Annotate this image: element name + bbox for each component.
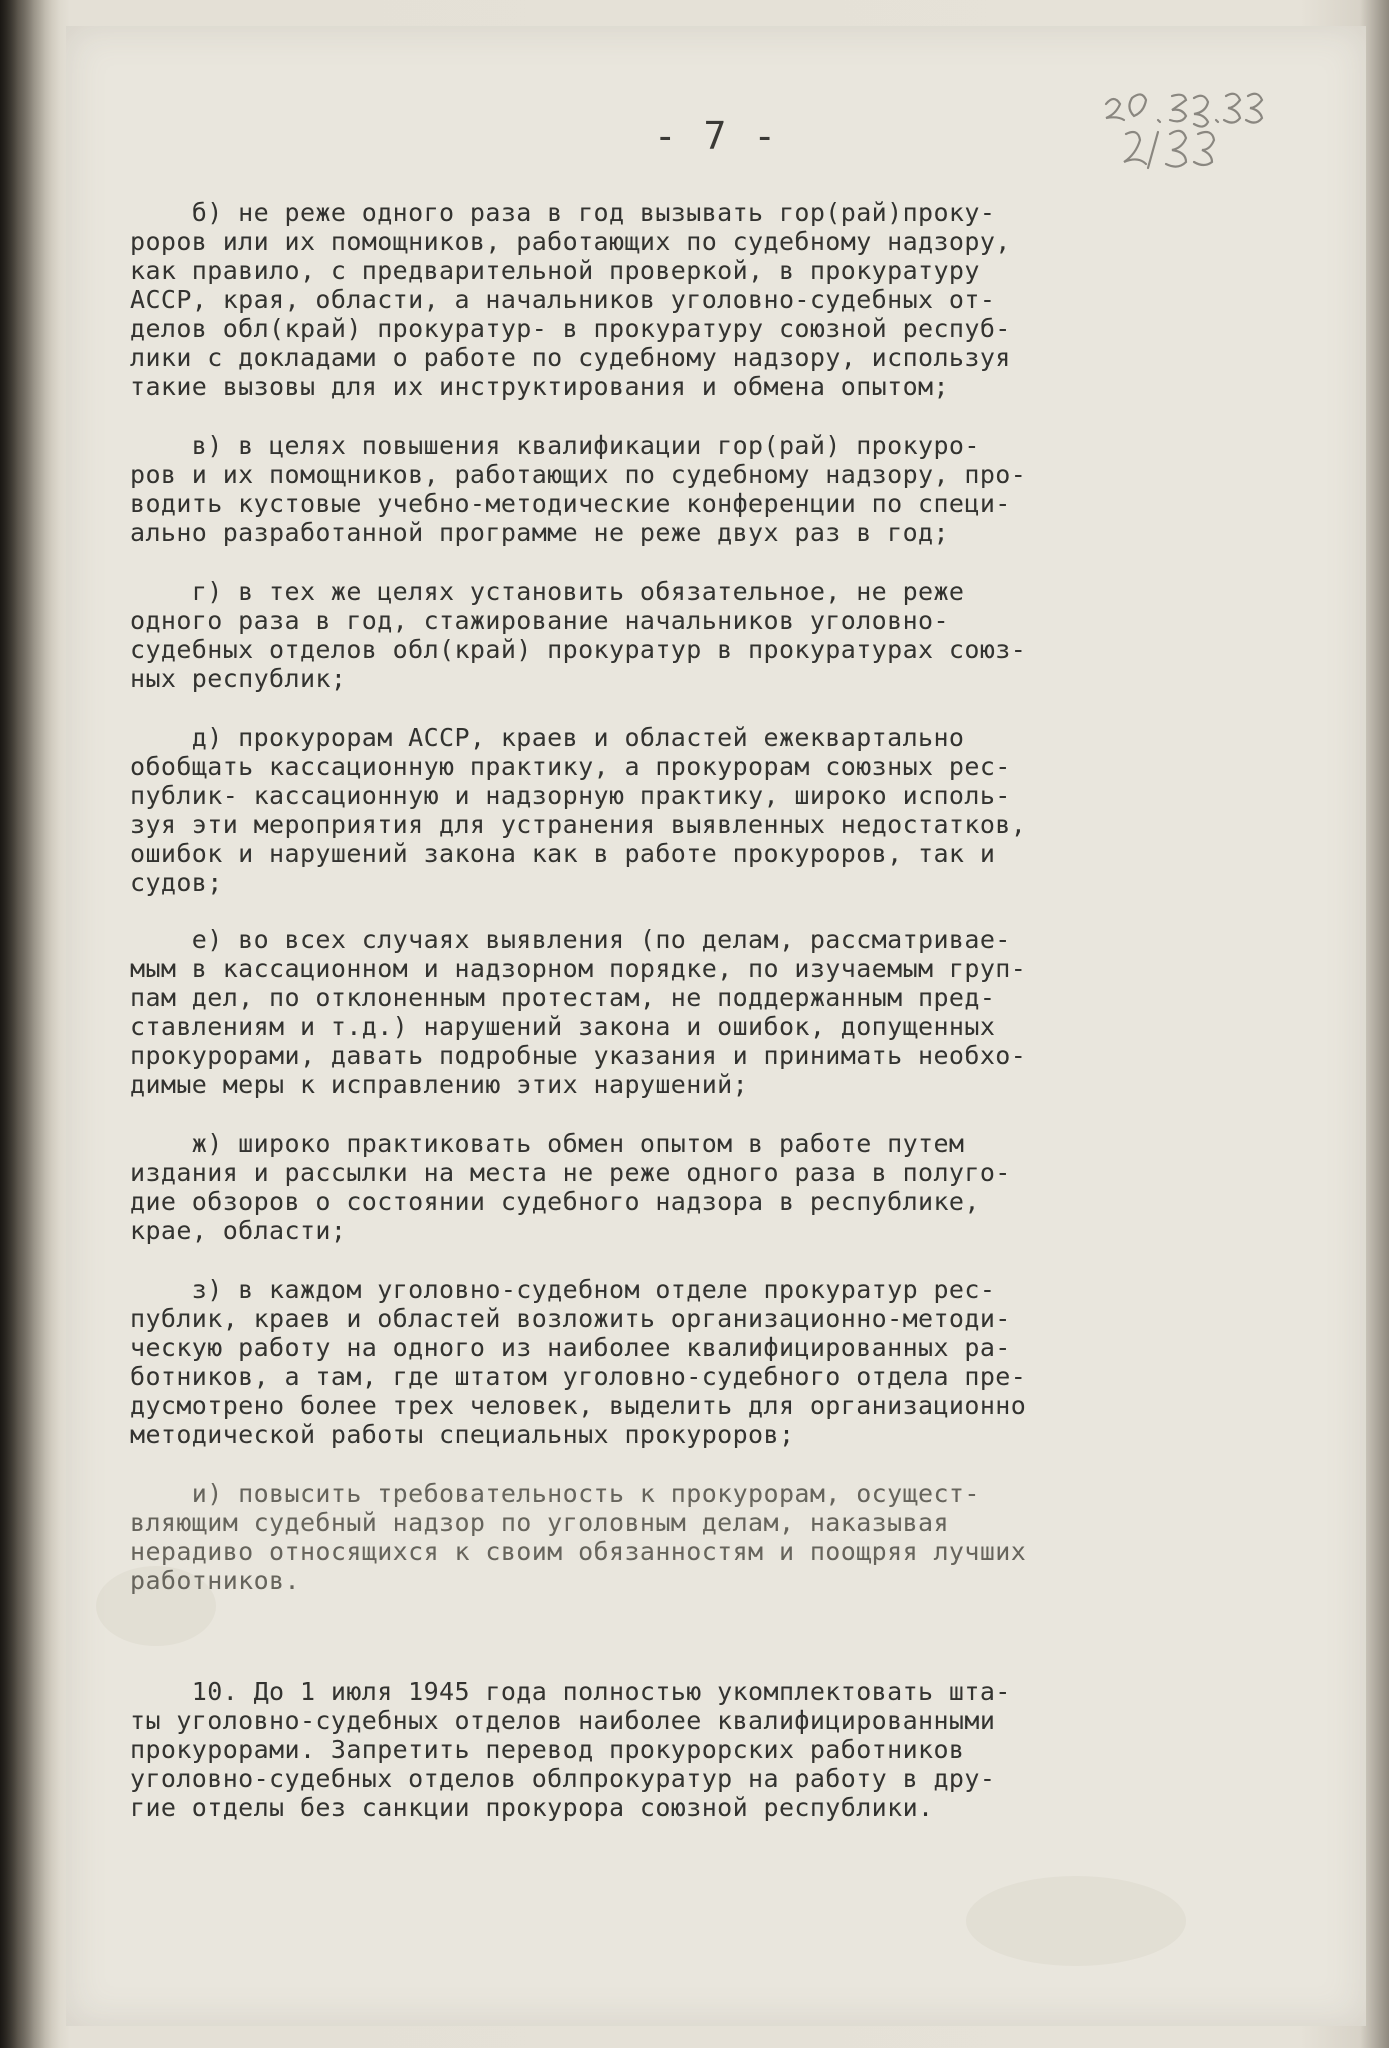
text-line: работников.	[130, 1566, 300, 1595]
text-line: роров или их помощников, работающих по судебному надзору,	[130, 227, 1011, 256]
text-line: публик- кассационную и надзорную практику, широко исполь-	[130, 781, 1011, 810]
text-line: мым в кассационном и надзорном порядке, по изучаемым груп-	[130, 954, 1027, 983]
text-line: как правило, с предварительной проверкой, в прокуратуру	[130, 256, 980, 285]
text-line: ставлениям и т.д.) нарушений закона и ошибок, допущенных	[130, 1012, 996, 1041]
paragraph-gap	[130, 897, 1260, 925]
text-line: ческую работу на одного из наиболее квалифицированных ра-	[130, 1333, 1011, 1362]
text-line: одного раза в год, стажирование начальников уголовно-	[130, 606, 949, 635]
paper-stain	[966, 1876, 1186, 1966]
text-line: е) во всех случаях выявления (по делам, рассматривае-	[130, 925, 1011, 954]
text-line: лики с докладами о работе по судебному надзору, используя	[130, 343, 1011, 372]
page-number: - 7 -	[653, 114, 779, 158]
text-line: прокурорами. Запретить перевод прокурорских работников	[130, 1735, 965, 1764]
paragraph-gap	[130, 1595, 1260, 1677]
text-line: водить кустовые учебно-методические конференции по специ-	[130, 489, 1011, 518]
text-line: дие обзоров о состоянии судебного надзора в республике,	[130, 1187, 980, 1216]
text-line: ты уголовно-судебных отделов наиболее квалифицированными	[130, 1706, 996, 1735]
text-line: методической работы специальных прокуроров;	[130, 1420, 795, 1449]
paragraph-gap	[130, 1245, 1260, 1275]
text-line: ных республик;	[130, 664, 347, 693]
text-line: вляющим судебный надзор по уголовным делам, наказывая	[130, 1508, 949, 1537]
text-line: АССР, края, области, а начальников уголовно-судебных от-	[130, 285, 996, 314]
paragraph-i	[130, 1479, 1260, 1595]
paragraph-d	[130, 723, 1260, 897]
text-line: г) в тех же целях установить обязательное, не реже	[130, 577, 965, 606]
paragraph-v	[130, 431, 1260, 547]
paragraph-10	[130, 1677, 1260, 1822]
text-line: судов;	[130, 868, 223, 897]
text-line: и) повысить требовательность к прокурорам, осущест-	[130, 1479, 980, 1508]
paragraph-z	[130, 1275, 1260, 1449]
paragraph-gap	[130, 547, 1260, 577]
text-line: з) в каждом уголовно-судебном отделе прокуратур рес-	[130, 1275, 996, 1304]
paragraph-gap	[130, 1099, 1260, 1129]
document-body	[130, 198, 1260, 1822]
text-line: уголовно-судебных отделов облпрокуратур на работу в дру-	[130, 1764, 996, 1793]
paragraph-g	[130, 577, 1260, 693]
paragraph-gap	[130, 1449, 1260, 1479]
paragraph-e	[130, 925, 1260, 1099]
text-line: издания и рассылки на места не реже одного раза в полуго-	[130, 1158, 1011, 1187]
text-line: нерадиво относящихся к своим обязанностям и поощряя лучших	[130, 1537, 1027, 1566]
text-line: такие вызовы для их инструктирования и обмена опытом;	[130, 372, 949, 401]
text-line: ров и их помощников, работающих по судебному надзору, про-	[130, 460, 1027, 489]
text-line: ж) широко практиковать обмен опытом в работе путем	[130, 1129, 965, 1158]
text-line: в) в целях повышения квалификации гор(рай) прокуро-	[130, 431, 980, 460]
text-line: публик, краев и областей возложить организационно-методи-	[130, 1304, 1011, 1333]
book-binding-shadow	[0, 0, 60, 2048]
text-line: б) не реже одного раза в год вызывать гор(рай)проку-	[130, 198, 996, 227]
text-line: ально разработанной программе не реже двух раз в год;	[130, 518, 949, 547]
paragraph-gap	[130, 401, 1260, 431]
text-line: 10. До 1 июля 1945 года полностью укомплектовать шта-	[130, 1677, 1011, 1706]
text-line: зуя эти мероприятия для устранения выявленных недостатков,	[130, 810, 1027, 839]
paragraph-zh	[130, 1129, 1260, 1245]
text-line: судебных отделов обл(край) прокуратур в прокуратурах союз-	[130, 635, 1027, 664]
text-line: крае, области;	[130, 1216, 347, 1245]
paragraph-b	[130, 198, 1260, 401]
text-line: димые меры к исправлению этих нарушений;	[130, 1070, 749, 1099]
paragraph-gap	[130, 693, 1260, 723]
text-line: делов обл(край) прокуратур- в прокуратуру союзной респуб-	[130, 314, 1011, 343]
text-line: ошибок и нарушений закона как в работе прокуроров, так и	[130, 839, 996, 868]
text-line: гие отделы без санкции прокурора союзной республики.	[130, 1793, 934, 1822]
text-line: пам дел, по отклоненным протестам, не поддержанным пред-	[130, 983, 996, 1012]
text-line: прокурорами, давать подробные указания и принимать необхо-	[130, 1041, 1027, 1070]
text-line: дусмотрено более трех человек, выделить для организационно	[130, 1391, 1027, 1420]
text-line: обобщать кассационную практику, а прокурорам союзных рес-	[130, 752, 1011, 781]
archive-handwritten-mark	[1066, 82, 1316, 182]
text-line: д) прокурорам АССР, краев и областей ежеквартально	[130, 723, 965, 752]
text-line: ботников, а там, где штатом уголовно-судебного отдела пре-	[130, 1362, 1027, 1391]
